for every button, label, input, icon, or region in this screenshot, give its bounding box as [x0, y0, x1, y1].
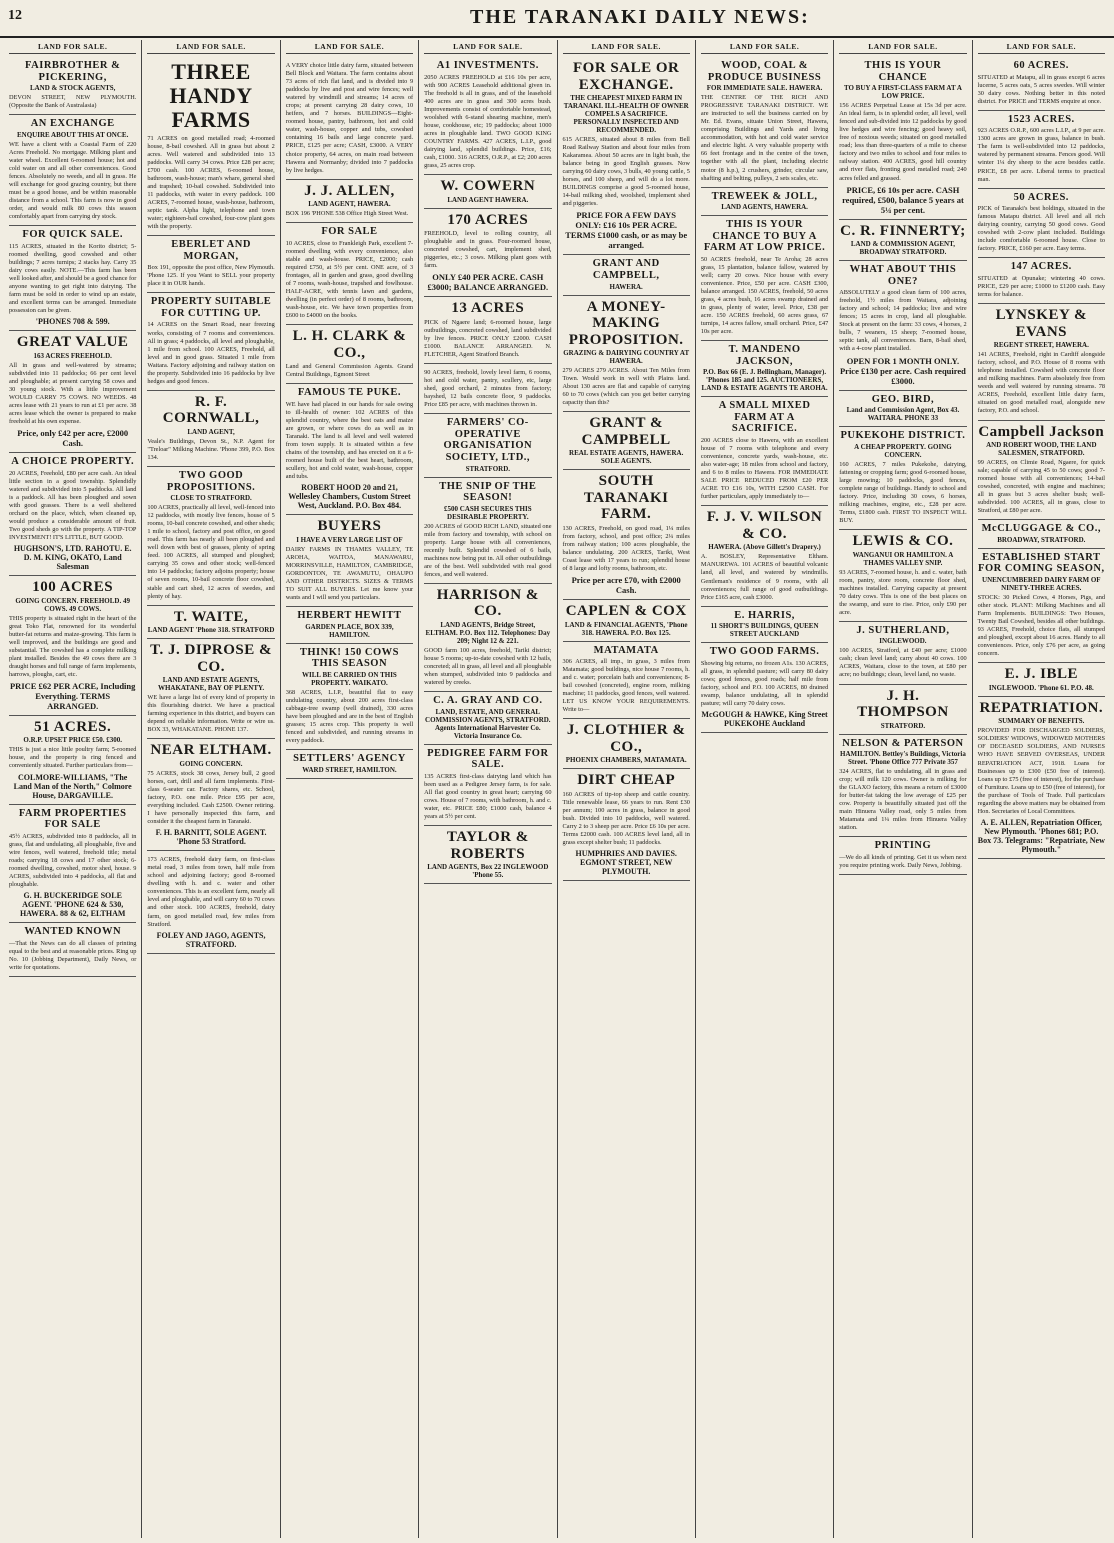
- ad-headline: LYNSKEY & EVANS: [995, 307, 1087, 340]
- ad-headline: J. CLOTHIER & CO.,: [566, 722, 686, 755]
- column-heading: LAND FOR SALE.: [147, 42, 274, 54]
- ad-signature: 'PHONES 708 & 599.: [35, 317, 110, 327]
- ad-subheading: ENQUIRE ABOUT THIS AT ONCE.: [17, 130, 129, 139]
- ad-price: Price, only £42 per acre, £2000 Cash.: [17, 428, 129, 449]
- ad-headline: GRANT AND CAMPBELL,: [592, 258, 660, 281]
- classified-ad: [424, 692, 551, 745]
- ad-body: 173 ACRES, freehold dairy farm, on first-class metal road, 3 miles from town, half mile from school and adjoining factory; good 8-roomed dwelling with h. and c. water and other conveniences. This is an excellent farm, nearly all level and ploughable, and will carry 60 to 70 cows and other stock. 100 ACRES, freehold, dairy farm, on good metalled road, few miles from Stratford.: [147, 856, 275, 928]
- classified-ad: [147, 606, 274, 640]
- ad-headline: 170 ACRES: [447, 211, 529, 228]
- ad-subheading: LAND AND ESTATE AGENTS, WHAKATANE, BAY OF PLENTY.: [157, 676, 265, 693]
- classified-ad: [424, 478, 551, 584]
- ad-body: 368 ACRES, L.I.P., beautiful flat to easy undulating country, about 200 acres first-class cabbage-tree swamp (well drained), 330 acres have been ploughed and are in the best of English grasses; 15 acres crop. This property is well fenced and subdivided, and running streams in every paddock.: [285, 688, 414, 745]
- ad-signature: ROBERT HOOD 20 and 21, Wellesley Chambers, Custom Street West, Auckland. P.O. Box 484.: [288, 483, 411, 511]
- ad-subheading: LAND AGENT 'Phone 318. STRATFORD: [147, 626, 275, 635]
- masthead: [0, 0, 1114, 38]
- classified-ad: [563, 57, 690, 255]
- ad-body: FREEHOLD, level to rolling country, all ploughable and in grass. Four-roomed house, concreted cowshed, cart, implement shed, piggeries, etc.; 3 cows. Milking plant goes with farm.: [424, 230, 552, 270]
- ad-headline: CAPLEN & COX: [565, 603, 687, 620]
- classified-ad: [563, 412, 690, 470]
- ad-body: 615 ACRES, situated about 8 miles from Bell Road Railway Station and about four miles from Kakaramea. About 50 acres are in light bush, the balance being in good English grasses. Now carrying 60 dairy cows, 3 bulls, 40 young cattle, 5 horses, and 100 sheep, and will do a lot more. BUILDINGS comprise a good 5-roomed house, 14-bail milking shed, woolshed, implement shed and piggeries.: [562, 136, 690, 208]
- ad-signature: COLMORE-WILLIAMS, "The Land Man of the North," Colmore House, DARGAVILLE.: [13, 772, 132, 800]
- ad-body: Veale's Buildings, Devon St., N.P. Agent for "Treloar" Milking Machine. 'Phone 399, P.O. Box 134.: [147, 437, 275, 461]
- ad-body: 45½ ACRES, subdivided into 8 paddocks, all in grass, flat and undulating, all ploughable, five and wire fences, well watered, freehold title; metal roads; carrying 18 cows and 17 other stock; 6-roomed dwelling, cowshed, motor shed, house. 9 ACRES, subdivided into 4 paddocks, all flat and ploughable.: [9, 832, 137, 888]
- classified-ad: [286, 644, 413, 750]
- ad-subheading: O.R.P. UPSET PRICE £50. £300.: [23, 736, 122, 745]
- classified-ad: [286, 607, 413, 644]
- ad-headline: WANTED KNOWN: [24, 925, 122, 937]
- newspaper-column: [558, 40, 696, 1538]
- ad-body: 115 ACRES, situated in the Korito district; 5-roomed dwelling, good cowshed and other buildings; 7 acres turnips; 2 stacks hay. Carry 35 dairy cows easily. NOTE.—This farm has been well looked after, and should be a good chance for anyone wanting to get right into dairying. The farm must be sold in order to wind up an estate, and excellent terms can be arranged. Immediate possession can be given.: [9, 242, 137, 315]
- ad-headline: W. COWERN: [440, 178, 536, 195]
- ad-headline: LEWIS & CO.: [852, 533, 954, 549]
- classified-ad: [701, 216, 828, 341]
- ad-headline: PROPERTY SUITABLE FOR CUTTING UP.: [150, 296, 272, 319]
- classified-ad: [839, 57, 966, 220]
- classified-ad: [286, 515, 413, 607]
- ad-headline: FARM PROPERTIES FOR SALE: [18, 807, 127, 831]
- ad-body: PROVIDED FOR DISCHARGED SOLDIERS, SOLDIERS' WIDOWS, WIDOWED MOTHERS OF DECEASED SOLDIERS, AND NURSES WHO HAVE SERVED OVERSEAS, UNDER REPATRIATION ACT, 1918. Loans for Businesses up to £300 (£50 free of interest). Loans up to £75 (free of interest), for the purchase of Furniture. Loans up to £50 (free of interest), for the purchase of Tools of Trade. Full particulars regarding the above matters may be obtained from Hon. Secretaries of Local Committees.: [977, 727, 1105, 815]
- classified-ad: [839, 391, 966, 428]
- ad-headline: J. J. ALLEN,: [304, 182, 395, 199]
- ad-signature: FOLEY AND JAGO, AGENTS, STRATFORD.: [156, 930, 266, 949]
- ad-subheading: INGLEWOOD.: [879, 637, 927, 646]
- classified-ad: [563, 255, 690, 295]
- ad-price: OPEN FOR 1 MONTH ONLY. Price £130 per acre. Cash required £3000.: [839, 355, 966, 386]
- classified-ad: [701, 607, 828, 644]
- classified-ad: [563, 296, 690, 413]
- ad-subheading: LAND AGENT, HAWERA.: [308, 200, 391, 209]
- ad-headline: THIS IS YOUR CHANCE: [864, 60, 942, 83]
- ad-body: DAIRY FARMS IN THAMES VALLEY, TE AROHA, WAITOA, MANAWARU, MORRINSVILLE, HAMILTON, CAMBRIDGE, GORDONTON, TE AWAMUTU, OHAUPO AND OTHER DISTRICTS. SIZES & TERMS TO SUIT ALL BUYERS. Let me know your wants and I will send you particulars.: [285, 545, 414, 602]
- classified-ad: [424, 364, 551, 414]
- ad-subheading: A CHEAP PROPERTY. GOING CONCERN.: [854, 442, 952, 459]
- ad-headline: TWO GOOD PROPOSITIONS.: [166, 469, 256, 493]
- classified-ad: [286, 223, 413, 325]
- newspaper-column: [834, 40, 972, 1538]
- ad-headline: F. J. V. WILSON & CO.: [706, 509, 823, 542]
- classified-ad: [9, 923, 136, 977]
- ad-headline: TWO GOOD FARMS.: [709, 646, 820, 658]
- ad-headline: L. H. CLARK & CO.,: [292, 328, 407, 361]
- ad-headline: 50 ACRES.: [1013, 191, 1069, 203]
- classified-ad: [839, 837, 966, 875]
- ad-headline: AN EXCHANGE: [30, 118, 115, 130]
- ad-headline: FAMOUS TE PUKE.: [297, 387, 401, 399]
- classified-ad: [839, 685, 966, 735]
- ad-headline: TREWEEK & JOLL,: [711, 190, 818, 202]
- ad-subheading: GOING CONCERN. FREEHOLD. 49 COWS. 49 COWS.: [15, 596, 130, 613]
- ad-headline: EBERLET AND MORGAN,: [171, 239, 251, 262]
- ad-price: PRICE FOR A FEW DAYS ONLY: £16 10s PER ACRE. TERMS £1000 cash, or as may be arranged.: [565, 210, 688, 251]
- ad-body: PICK of Ngaere land; 6-roomed house, large outbuildings, concreted cowshed, land subdivided by live fences. PRICE ONLY £2000. CASH £1000. BALANCE ARRANGED. N. FLETCHER, Agent Stratford Branch.: [424, 318, 552, 359]
- ad-headline: TAYLOR & ROBERTS: [446, 829, 529, 862]
- ad-headline: J. SUTHERLAND,: [856, 624, 950, 636]
- ad-body: 10 ACRES, close to Frankleigh Park, excellent 7-roomed dwelling with every convenience, also stable and wash-house. PRICE, £2000; cash required £750, at 5½ per cent. ONE acre, of 3 frontages, all in garden and grass, good dwelling of 7 rooms, wash-house, trapshed and fowlhouse. HALF-ACRE, with tennis lawn and gardens, dwelling (in perfect order) of 8 rooms, bathroom, wash-house, etc. We have town properties from £600 to £4000 on the books.: [285, 239, 414, 320]
- classified-ad: [839, 622, 966, 685]
- ad-subheading: Land and Commission Agent, Box 43. WAITARA. PHONE 33: [846, 406, 960, 423]
- classified-ad: [286, 750, 413, 779]
- ad-price: ONLY £40 PER ACRE. CASH £3000; BALANCE ARRANGED.: [427, 272, 549, 293]
- ad-body: 2050 ACRES FREEHOLD at £16 10s per acre, with 900 ACRES Leasehold additional given in. The freehold is all in grass, and of the leasehold 400 acres are in grass and 300 acres bush. Improvements consist of comfortable homestead, woolshed with 6-stand shearing machine, men's house, cookhouse, etc; 19 paddocks; about 1000 acres in ploughable land. TWO GOOD KING COUNTRY FARMS. 427 ACRES, L.I.P., good dairying land, splendid buildings. Price, £16; cash, £1000. 316 ACRES, O.R.P., at £2; 200 acres grass, 25 acres crop.: [424, 73, 552, 170]
- column-heading: LAND FOR SALE.: [701, 42, 828, 54]
- ad-headline: GRANT & CAMPBELL: [581, 415, 671, 448]
- classified-ad: [424, 57, 551, 175]
- classified-ad: [978, 57, 1105, 111]
- classified-ad: [147, 467, 274, 606]
- classified-ad: [9, 57, 136, 115]
- classified-ad: [9, 805, 136, 923]
- ad-body: 200 ACRES close to Hawera, with an excellent house of 7 rooms with telephone and every convenience, concrete yards, wash-house, etc. also water-age; 18 miles from school and factory, and 6 to 8 miles to Hawera. FOR IMMEDIATE SALE PRICE REDUCED FROM £20 PER ACRE TO £16 10s, WITH £2500 CASH. For further particulars, apply immediately to—: [700, 437, 829, 501]
- ad-headline: SETTLERS' AGENCY: [293, 753, 406, 765]
- classified-ad: [701, 188, 828, 217]
- page-number: 12: [8, 8, 22, 23]
- ad-headline: T. MANDENO JACKSON,: [728, 344, 801, 367]
- ad-subheading: CLOSE TO STRATFORD.: [170, 494, 252, 503]
- ad-headline: FAIRBROTHER & PICKERING,: [25, 60, 121, 83]
- classified-ad: [563, 470, 690, 600]
- ad-headline: BUYERS: [317, 518, 382, 535]
- ad-body: Showing big returns, no frozen A1s. 130 ACRES, all grass, in splendid pasture; will carry 80 dairy cows; good fences, good roads; half mile from factory, school and P.O. 100 ACRES, 80 drained swamp, balance undulating, all in splendid pasture; will carry 70 dairy cows.: [700, 659, 829, 707]
- ad-headline: PEDIGREE FARM FOR SALE.: [427, 747, 549, 771]
- ad-headline: WHAT ABOUT THIS ONE?: [849, 264, 957, 287]
- ad-body: All in grass and well-watered by streams; subdivided into 11 paddocks; 66 per cent level and ploughable; at present carrying 58 cows and 30 young stock. With a little improvement WOULD CARRY 75 COWS. NO WEEDS. 48 acres lease with 21 years to run at £1 per acre. 38 acres lease which the owner is prepared to make freehold at his own expense.: [9, 361, 137, 425]
- ad-body: 71 ACRES on good metalled road; 4-roomed house, 8-bail cowshed. All in grass but about 2 acres. Well watered and subdivided into 13 paddocks. Will carry 34 cows. Price £28 per acre; £700 cash. 100 ACRES, 6-roomed house, bathroom, wash-house; man's whare, general shed and trapshed; 10-bail cowshed. Subdivided into 11 paddocks, with water in every paddock. 100 ACRES, 7-roomed house, wash-house, bathroom, septic tank. Alpha light, telephone and town water; eighteen-bail cowshed, four-cow plant goes with the property.: [147, 134, 275, 231]
- ad-headline: ESTABLISHED START FOR COMING SEASON,: [978, 551, 1105, 575]
- ad-body: 100 ACRES, Stratford, at £40 per acre; £1000 cash; clean level land; carry about 40 cows. 100 ACRES, Waitara, close to the town, at £80 per acre; no buildings; clean, level land, no waste.: [839, 647, 967, 679]
- ad-subheading: LAND & COMMISSION AGENT, BROADWAY STRATFORD.: [850, 240, 955, 257]
- ad-headline: PUKEKOHE DISTRICT.: [840, 430, 966, 442]
- ad-body: GOOD farm 100 acres, freehold, Tariki district; house 5 rooms; up-to-date cowshed with 12 bails, concreted; all in grass, all level and all ploughable when stumped, subdivided into 9 paddocks and watered by creeks.: [424, 646, 552, 687]
- ad-body: 923 ACRES O.R.P., 600 acres L.I.P., at 9 per acre. 1300 acres are grown in grass, balance in bush. The farm is well-subdivided into 12 paddocks, watered by permanent streams. Fences good. Will winter 1¼ dry sheep to the acre besides cattle. PRICE, £8 per acre. Liberal terms to practical man.: [977, 127, 1105, 183]
- ad-subheading: LAND AGENTS, Bridge Street, ELTHAM. P.O. Box 112. Telephones: Day 209; Night 12 & 221.: [425, 620, 551, 645]
- ad-price: Price per acre £70, with £2000 Cash.: [571, 575, 681, 596]
- ad-body: 14 ACRES on the Smart Road, near freezing works, consisting of 7 rooms and conveniences. All in grass; 4 paddocks, all level and ploughable, 1 mile from school. 100 ACRES, Freehold, all level and in good grass. Situated 1 mile from Waitara. Factory adjoining and railway station on the property. Subdivided into 16 paddocks by live hedges and good fences.: [147, 321, 275, 385]
- ad-headline: A MONEY-MAKING PROPOSITION.: [568, 298, 684, 348]
- ad-body: 160 ACRES, 7 miles Pukekohe, dairying, fattening or cropping farm; good 6-roomed house, large mowing; 10 paddocks, good fences, complete range of buildings. Handy to school and factory. Price, including 30 cows, 6 horses, milking machines, engine, etc., £28 per acre. Terms, £1800 cash. FIRST TO INSPECT WILL BUY.: [839, 460, 967, 524]
- classified-ad: [9, 576, 136, 716]
- classified-ad: [286, 325, 413, 384]
- classified-ad: [978, 421, 1105, 521]
- classified-columns: [4, 40, 1110, 1538]
- ad-subheading: STRATFORD.: [880, 721, 926, 730]
- ad-subheading: LAND AGENTS, Box 22 INGLEWOOD 'Phone 55.: [427, 863, 549, 880]
- ad-subheading: LAND AGENT,: [187, 427, 235, 436]
- ad-body: 279 ACRES 279 ACRES. About Ten Miles from Town. Would work in well with Plains land. About 130 acres are flat and capable of carrying 60 to 70 cows (which can you get better carrying capacity than this?: [562, 367, 690, 407]
- classified-ad: [563, 719, 690, 769]
- classified-ad: [978, 520, 1105, 549]
- ad-headline: NELSON & PATERSON: [842, 737, 964, 749]
- ad-body: 90 ACRES, freehold, lovely level farm, 6 rooms, hot and cold water, pantry, scullery, etc, large shed, good orchard, 2 minutes from factory; bayshed, 12 bails concrete floor, 9 paddocks. Price £85 per acre, with machines thrown in.: [424, 369, 552, 409]
- classified-ad: [286, 57, 413, 180]
- ad-headline: GREAT VALUE: [16, 334, 129, 351]
- column-heading: LAND FOR SALE.: [424, 42, 551, 54]
- ad-headline: A SMALL MIXED FARM AT A SACRIFICE.: [718, 400, 811, 435]
- ad-headline: FARMERS' CO-OPERATIVE ORGANISATION SOCIETY, LTD.,: [443, 417, 533, 463]
- ad-body: THE CENTRE OF THE RICH AND PROGRESSIVE TARANAKI DISTRICT. WE are instructed to sell the business carried on by Mr. Ed. Evans, situate Union Street, Hawera, comprising Buildings and Yards and living accommodation, with hot and cold water service and electric light. A very valuable property with 66 feet frontage and in the centre of the town, together with all the plant, including electric motor (8 h.p.), 2 crushers, grinder, circular saw, shafting and belting, pulleys, 2 sets scales, etc.: [700, 94, 829, 182]
- classified-ad: [424, 297, 551, 364]
- classified-ad: [978, 189, 1105, 259]
- ad-subheading: P.O. Box 66 (E. J. Bellingham, Manager). 'Phones 185 and 125. AUCTIONEERS, LAND & ESTATE AGENTS TE AROHA.: [701, 368, 828, 393]
- ad-headline: THE SNIP OF THE SEASON!: [439, 480, 537, 504]
- ad-subheading: I HAVE A VERY LARGE LIST OF: [296, 535, 403, 544]
- ad-headline: 13 ACRES: [451, 300, 525, 317]
- ad-subheading: LAND AGENT HAWERA.: [447, 195, 529, 204]
- ad-headline: GEO. BIRD,: [871, 393, 935, 405]
- ad-body: PICK of Taranaki's best holdings, situated in the famous Matapu district. All level and all rich dairying country, carrying 50 good cows. Good cowshed with 2-cow plant included. Buildings include comfortable 6-roomed house. Close to factory. PRICE, £160 per acre. Easy terms.: [977, 205, 1105, 253]
- ad-subheading: HAWERA. (Above Gillett's Drapery.): [708, 543, 821, 552]
- column-heading: LAND FOR SALE.: [563, 42, 690, 54]
- ad-body: A. BOSLEY, Representative Eltham. MANUREWA. 101 ACRES of beautiful volcanic land, all level, and watered by windmills. Gentleman's residence of 9 rooms, with all conveniences; full range of good outbuildings. Price £165 acre, cash £3000.: [700, 553, 829, 601]
- ad-headline: THREE HANDY FARMS: [169, 59, 253, 133]
- ad-subheading: £500 CASH SECURES THIS DESIRABLE PROPERTY.: [444, 504, 532, 521]
- ad-subheading: WILL BE CARRIED ON THIS PROPERTY. WAIKATO.: [302, 670, 397, 687]
- classified-ad: [424, 414, 551, 477]
- ad-body: ABSOLUTELY a good clean farm of 100 acres, freehold, 1½ miles from Waitara, adjoining factory and school; 14 paddocks; live and wire fences; 15 acres in crop, land all ploughable. Stock at present on the farm: 33 cows, 4 horses, 2 bulls, 7 weaners, 15 sheep; 7-roomed house, septic tank, all conveniences. Barn, 8-bail shed, with a 4-cow plant installed.: [839, 289, 967, 353]
- ad-subheading: REGENT STREET, HAWERA.: [993, 341, 1089, 350]
- classified-ad: [701, 57, 828, 188]
- classified-ad: [9, 716, 136, 805]
- classified-ad: [424, 584, 551, 692]
- ad-body: WE have a large list of every kind of property in this flourishing district. We have a practical farming experience in this district, and buyers can depend on reliable information. Write or wire us. BOX 33, WHAKATANE. PHONE 137.: [147, 694, 275, 734]
- ad-signature: McGOUGH & HAWKE, King Street PUKEKOHE Auckland: [701, 710, 828, 729]
- classified-ad: [978, 663, 1105, 697]
- classified-ad: [839, 261, 966, 390]
- classified-ad: [424, 175, 551, 209]
- ad-subheading: TO BUY A FIRST-CLASS FARM AT A LOW PRICE.: [843, 84, 962, 101]
- ad-headline: HARRISON & CO.: [436, 586, 539, 620]
- ad-headline: MATAMATA: [593, 644, 659, 656]
- ad-headline: FOR QUICK SALE.: [22, 229, 123, 241]
- ad-headline: FOR SALE: [321, 226, 378, 238]
- ad-signature: HUMPHRIES AND DAVIES. EGMONT STREET, NEW PLYMOUTH.: [575, 849, 677, 877]
- ad-headline: HERBERT HEWITT: [297, 610, 402, 622]
- ad-body: —We do all kinds of printing. Get it us when next you require printing work. Daily News, Jobbing.: [839, 853, 967, 870]
- ad-price: PRICE, £6 10s per acre. CASH required, £500, balance 5 years at 5¼ per cent.: [842, 184, 964, 215]
- classified-ad: [563, 642, 690, 720]
- ad-headline: FOR SALE OR EXCHANGE.: [573, 60, 680, 93]
- ad-body: THIS property is situated right in the heart of the great Toko Flat, renowned for its wonderful butter-fat returns and maize-growing. This farm is well improved, and the buildings are good and substantial. The cowshed has a complete milking plant installed. Besides the 49 cows there are 3 draught horses and full range of farm implements, harrows, ploughs, cart, etc.: [9, 614, 137, 678]
- ad-body: SITUATED at Opunake; wintering 40 cows. PRICE, £29 per acre; £1000 to £1200 cash. Easy terms for balance.: [977, 274, 1105, 299]
- classified-ad: [839, 530, 966, 622]
- ad-headline: C. R. FINNERTY;: [840, 222, 966, 239]
- ad-headline: DIRT CHEAP: [577, 772, 676, 789]
- classified-ad: [563, 769, 690, 881]
- ad-subheading: AND ROBERT WOOD, THE LAND SALESMEN, STRATFORD.: [986, 441, 1097, 457]
- classified-ad: [701, 341, 828, 397]
- classified-ad: [286, 384, 413, 515]
- ad-signature: F. H. BARNITT, SOLE AGENT. 'Phone 53 Stratford.: [155, 828, 267, 847]
- ad-subheading: REAL ESTATE AGENTS, HAWERA. SOLE AGENTS.: [569, 449, 684, 466]
- ad-body: 50 ACRES freehold, near Te Aroha; 28 acres grass, 15 plantation, balance fallow, watered by well; carry 20 cows. Nice house with every convenience. Price, £50 per acre. CASH £300, balance arranged. 150 ACRES, freehold, 50 acres grass, 4 acres bush, 16 acres swamp drained and in grass, plenty of water, level. Price, £38 per acre. 150 ACRES freehold, 60 acres grass, 67 turnips, 14 acres fallow, small orchard. Price, £47 10s per acre.: [700, 255, 829, 336]
- ad-headline: J. H. THOMPSON: [857, 687, 949, 721]
- classified-ad: [147, 639, 274, 739]
- ad-headline: 1523 ACRES.: [1007, 113, 1075, 125]
- ad-subheading: 11 SHORT'S BUILDINGS, QUEEN STREET AUCKLAND: [710, 622, 819, 639]
- ad-body: SITUATED at Matapu, all in grass except 6 acres lucerne, 5 acres oats, 5 acres swedes. Will winter 30 dairy cows. Nothing better in this noted district. For PRICE and TERMS enquire at once.: [977, 73, 1105, 105]
- classified-ad: [563, 600, 690, 642]
- ad-headline: 100 ACRES: [32, 579, 114, 596]
- ad-body: STOCK: 30 Picked Cows, 4 Horses, Pigs, and other stock. PLANT: Milking Machines and all Farm Implements. BUILDINGS: Two Houses, Twenty Bail Cowshed, besides all other buildings. 93 ACRES, Freehold, choice flats, all stumped and ploughed, except about 16 acres. Handy to all conveniences. Price, only £76 per acre, as going concern.: [977, 593, 1105, 658]
- ad-body: 99 ACRES, on Climie Road, Ngaere, for quick sale; capable of carrying 45 to 50 cows; good 7-roomed house with all conveniences; 14-bail cowshed, concreted, with engine and machines; all in grass but 3 acres shelter bush; well-subdivided. 100 ACRES, all in grass, close to Stratford, at £80 per acre.: [977, 459, 1105, 515]
- ad-body: Land and General Commission Agents. Grand Central Buildings, Egmont Street: [285, 363, 414, 379]
- ad-headline: WOOD, COAL & PRODUCE BUSINESS: [707, 60, 822, 83]
- classified-ad: [424, 826, 551, 884]
- ad-subheading: WANGANUI OR HAMILTON. A THAMES VALLEY SNIP.: [852, 550, 954, 567]
- ad-subheading: INGLEWOOD. 'Phone 61. P.O. 48.: [988, 683, 1094, 692]
- ad-body: BOX 196 'PHONE 538 Office High Street West.: [285, 210, 409, 218]
- classified-ad: [9, 226, 136, 331]
- ad-headline: A CHOICE PROPERTY.: [11, 456, 135, 468]
- classified-ad: [839, 220, 966, 262]
- classified-ad: [147, 391, 274, 467]
- column-heading: LAND FOR SALE.: [286, 42, 413, 54]
- ad-body: 100 ACRES, practically all level, well-fenced into 12 paddocks, with mostly live fences, house of 5 rooms, 10-bail concrete cowshed, and other sheds; 1 mile to school, factory and post office, on good road. This farm has nearly all been ploughed and well down with best of grasses, plenty of spring feed. 100 ACRES, all stumped and ploughed; carrying 35 cows and other stock; well-fenced into 14 paddocks; factory adjoins property; house of seven rooms, 10-bail concrete floor cowshed, stable and cart shed, 12 acres of swedes, and plenty of hay.: [147, 504, 275, 600]
- ad-body: —That the News can do all classes of printing equal to the best and at reasonable prices. Ring up No. 10 (Jobbing Department), Daily News, or write for quotations.: [9, 939, 137, 971]
- ad-headline: 51 ACRES.: [34, 718, 112, 735]
- ad-price: PRICE £62 PER ACRE, Including Everything. TERMS ARRANGED.: [9, 680, 136, 711]
- classified-ad: [9, 115, 136, 226]
- ad-subheading: GARDEN PLACE, BOX 339, HAMILTON.: [305, 622, 394, 639]
- ad-body: Box 191, opposite the post office, New Plymouth. 'Phone 125. If you Want to SELL your property place it in OUR hands.: [147, 264, 275, 288]
- ad-subheading: UNENCUMBERED DAIRY FARM OF NINETY-THREE ACRES.: [982, 575, 1101, 592]
- ad-headline: Campbell Jackson: [978, 423, 1105, 440]
- classified-ad: [286, 180, 413, 224]
- classified-ad: [701, 506, 828, 606]
- ad-subheading: BROADWAY, STRATFORD.: [997, 535, 1086, 544]
- newspaper-column: [4, 40, 142, 1538]
- classified-ad: [147, 739, 274, 851]
- ad-body: 93 ACRES, 7-roomed house, h. and c. water, bath room, pantry, store room, concrete floor shed, machines installed. Carrying capacity at present 70 dairy cows. This is one of the best places on the swamp, and sure to rise. Price, only £90 per acre.: [839, 568, 967, 616]
- ad-body: 130 ACRES, Freehold, on good road, 1¼ miles from factory, school, and post office; 2¼ miles from railway station; 100 acres ploughable, the balance undulating. 200 ACRES, Tariki, West Coast lease with 17 years to run; splendid house of 8 large and lofty rooms, bathroom, etc.: [562, 524, 690, 572]
- classified-ad: [978, 549, 1105, 663]
- classified-ad: [147, 57, 274, 236]
- newspaper-column: [696, 40, 834, 1538]
- newspaper-column: [281, 40, 419, 1538]
- classified-ad: [701, 397, 828, 506]
- ad-subheading: STRATFORD.: [465, 464, 511, 473]
- classified-ad: [839, 735, 966, 838]
- ad-subheading: GRAZING & DAIRYING COUNTRY AT HAWERA.: [563, 349, 690, 366]
- column-heading: LAND FOR SALE.: [9, 42, 136, 54]
- ad-headline: McCLUGGAGE & CO.,: [981, 523, 1101, 535]
- newspaper-title: THE TARANAKI DAILY NEWS:: [470, 6, 810, 28]
- ad-signature: A. E. ALLEN, Repatriation Officer, New Plymouth. 'Phones 681; P.O. Box 73. Telegrams: "Repatriate, New Plymouth.": [977, 817, 1105, 854]
- ad-subheading: THE CHEAPEST MIXED FARM IN TARANAKI. ILL-HEALTH OF OWNER COMPELS A SACRIFICE. PERSONALLY INSPECTED AND RECOMMENDED.: [563, 94, 689, 134]
- ad-subheading: LAND & FINANCIAL AGENTS, 'Phone 318. HAWERA. P.O. Box 125.: [564, 620, 688, 637]
- classified-ad: [424, 745, 551, 826]
- newspaper-column: [142, 40, 280, 1538]
- ad-body: 324 ACRES, flat to undulating, all in grass and crop; will milk 120 cows. Owner is milking for the GLAXO factory, this means a return of £3000 for butter-fat taking the low average of £25 per cow. Property is beautifully situated just off the main Hinuera Valley road, only 5 miles from Matamata and 1¼ miles from Hinuera Valley station.: [839, 768, 967, 832]
- ad-body: 75 ACRES, stock 38 cows, Jersey bull, 2 good horses, cart, drill and all farm implements. First-class 6-seater car. Factory shares, etc. School, factory, P.O. one mile. Price £95 per acre, everything included. Cash £2500. Owner retiring. I have personally inspected this farm, and consider it the cheapest farm in Taranaki.: [147, 769, 275, 826]
- classified-ad: [978, 111, 1105, 189]
- classified-ad: [9, 331, 136, 453]
- ad-body: 160 ACRES of tip-top sheep and cattle country. Title renewable lease, 66 years to run. Rent £30 per annum; 100 acres in grass, balance in good bush. Divided into 10 paddocks, well watered. Carry 2 to 3 sheep per acre. Price £6 10s per acre. Terms £2000 cash. 100 ACRES level land, all in grass except shelter bush; 11 paddocks.: [562, 790, 690, 847]
- classified-ad: [147, 236, 274, 293]
- ad-headline: T. WAITE,: [173, 608, 249, 625]
- classified-ad: [978, 304, 1105, 420]
- ad-body: 306 ACRES, all imp., in grass, 3 miles from Matamata; good buildings, nice house 7 rooms, h. and c. water; porcelain bath and conveniences; 8-bail cowshed (concreted), engine room, milking machine; 11 paddocks, good fences, well watered. LET US KNOW YOUR REQUIREMENTS. Write to—: [562, 658, 690, 714]
- ad-subheading: PHOENIX CHAMBERS, MATAMATA.: [565, 756, 687, 765]
- classified-ad: [839, 427, 966, 530]
- ad-body: WE have had placed in our hands for sale owing to ill-health of owner: 102 ACRES of this splendid country, where the best oats and maize are grown, or where cows do as well as in Taranaki. The land is all level and well watered from town supply. It is situated within a few chains of the township, and has erected on it a 6-roomed house built of the best heart, bathroom, scullery, hot and cold water, wash-house, copper and tubs.: [285, 400, 414, 481]
- ad-body: A VERY choice little dairy farm, situated between Bell Block and Waitara. The farm contains about 73 acres of rich flat land, and is divided into 9 paddocks by live and post and wire fences; well watered by windmill and streams; 14 acres of crops; at present carrying 28 dairy cows, 10 heifers, and 7 horses. BUILDINGS—Eight-roomed house, pantry, bathroom, hot and cold water, wash-house, copper and tubs, cowshed containing 16 bails and large concrete yard. PRICE, £125 per acre; CASH, £3000. A VERY choice property, 64 acres, on main road between Hawera and Normanby; divided into 7 paddocks by live hedges.: [285, 62, 414, 174]
- column-heading: LAND FOR SALE.: [839, 42, 966, 54]
- newspaper-column: [973, 40, 1110, 1538]
- ad-headline: A1 INVESTMENTS.: [436, 60, 539, 71]
- ad-body: 156 ACRES Perpetual Lease at 15s 3d per acre. An ideal farm, is in splendid order, all level, well fenced and sub-divided into 12 paddocks by good live hedges and wire fencing; good heavy soil, free of noxious weeds; situated on good metalled road; less than three-quarters of a mile to cheese factory and two miles to school and four miles to railway station. 400 ACRES, good hill country and river flats, fronting good metalled road; 240 acres felled and grassed.: [839, 102, 967, 182]
- classified-ad: [978, 697, 1105, 859]
- ad-headline: E. J. IBLE: [1004, 666, 1078, 683]
- classified-ad: [978, 258, 1105, 304]
- ad-body: THIS is just a nice little poultry farm; 5-roomed house, and the property is ring fenced and conveniently situated. Further particulars from—: [9, 746, 137, 770]
- newspaper-column: [419, 40, 557, 1538]
- ad-subheading: WARD STREET, HAMILTON.: [302, 765, 397, 774]
- ad-body: DEVON STREET, NEW PLYMOUTH. (Opposite the Bank of Australasia): [9, 94, 137, 110]
- ad-body: 200 ACRES of GOOD RICH LAND, situated one mile from factory and township, with school on property. Large house with all conveniences, recently built. Splendid cowshed of 6 bails, machines now being put in. All other outbuildings are of the best. Well subdivided with real good fences, and well watered.: [424, 522, 552, 578]
- ad-headline: THIS IS YOUR CHANCE TO BUY A FARM AT LOW PRICE.: [703, 219, 826, 254]
- ad-headline: REPATRIATION.: [979, 699, 1104, 716]
- classified-ad: [147, 293, 274, 390]
- ad-body: 20 ACRES, Freehold, £80 per acre cash. An ideal little section in a good township. Splendidly watered and subdivided into 5 paddocks. All land is a paddock. All has been ploughed and sown with good grasses. There is a well sheltered orchard on the place, which, when cleaned up, would produce a considerable amount of fruit. Two good sheds go with the property. A TIP-TOP INVESTMENT! IT'S LITTLE, BUT GOOD.: [9, 469, 137, 541]
- ad-body: WE have a client with a Coastal Farm of 220 Acres Freehold. No mortgage. Milking plant and water wheel. Excellent 6-roomed house; hot and cold water on and all other conveniences. Good fences. Absolutely no weeds, and all in grass. He will exchange for good grazing country, but there must be a good house, and be within reasonable distance from a school. This farm is now in good order, and would milk 80 cows this season comfortably apart from carrying dry stock.: [9, 140, 137, 221]
- ad-signature: G. H. BUCKERIDGE SOLE AGENT. 'PHONE 624 & 530, HAWERA. 88 & 62, ELTHAM: [19, 890, 126, 918]
- ad-subheading: FOR IMMEDIATE SALE. HAWERA.: [706, 84, 823, 93]
- ad-subheading: HAWERA.: [609, 282, 643, 291]
- ad-subheading: 163 ACRES FREEHOLD.: [33, 351, 112, 360]
- ad-subheading: LAND AGENTS, HAWERA.: [721, 203, 808, 212]
- ad-headline: SOUTH TARANAKI FARM.: [583, 473, 669, 523]
- ad-headline: NEAR ELTHAM.: [150, 742, 272, 759]
- classified-ad: [9, 453, 136, 576]
- column-heading: LAND FOR SALE.: [978, 42, 1105, 54]
- ad-signature: HUGHSON'S, LTD. RAHOTU. E. D. M. KING, OKATO, Land Salesman: [13, 544, 132, 572]
- ad-headline: 60 ACRES.: [1013, 60, 1069, 71]
- classified-ad: [701, 643, 828, 733]
- ad-headline: THINK! 150 COWS THIS SEASON: [299, 646, 399, 670]
- ad-body: 141 ACRES, Freehold, right in Cardiff alongside factory, school, and P.O. House of 8 rooms with telephone installed. Cowshed with concrete floor and milking machines. Farm absolutely free from weeds and well watered by running streams. 78 ACRES, Freehold, excellent little dairy farm, situated on good metalled road, alongside new factory, P.O. and school.: [977, 351, 1105, 415]
- ad-headline: C. A. GRAY AND CO.: [433, 695, 543, 707]
- ad-subheading: LAND & STOCK AGENTS,: [29, 84, 116, 93]
- ad-headline: T. J. DIPROSE & CO.: [150, 642, 272, 675]
- ad-body: 135 ACRES first-class dairying land which has been used as a Pedigree Jersey farm, is for sale. All flat good country in great heart; carrying 60 cows. House of 7 rooms, with bathroom, h. and c. water, etc. PRICE £80; £1000 cash, balance 4 years at 5½ per cent.: [424, 772, 552, 821]
- ad-subheading: HAMILTON. Bettley's Buildings, Victoria Street. 'Phone Office 777 Private 357: [840, 750, 966, 767]
- ad-subheading: GOING CONCERN.: [179, 759, 243, 768]
- ad-headline: R. F. CORNWALL,: [162, 393, 260, 427]
- ad-headline: E. HARRIS,: [734, 609, 795, 621]
- classified-ad: [147, 851, 274, 953]
- ad-subheading: LAND, ESTATE, AND GENERAL COMMISSION AGENTS, STRATFORD. Agents International Harvester Co. Victoria Insurance Co.: [425, 707, 551, 740]
- ad-subheading: SUMMARY OF BENEFITS.: [998, 717, 1085, 726]
- ad-headline: 147 ACRES.: [1010, 261, 1072, 273]
- ad-headline: PRINTING: [874, 840, 932, 852]
- classified-ad: [424, 209, 551, 298]
